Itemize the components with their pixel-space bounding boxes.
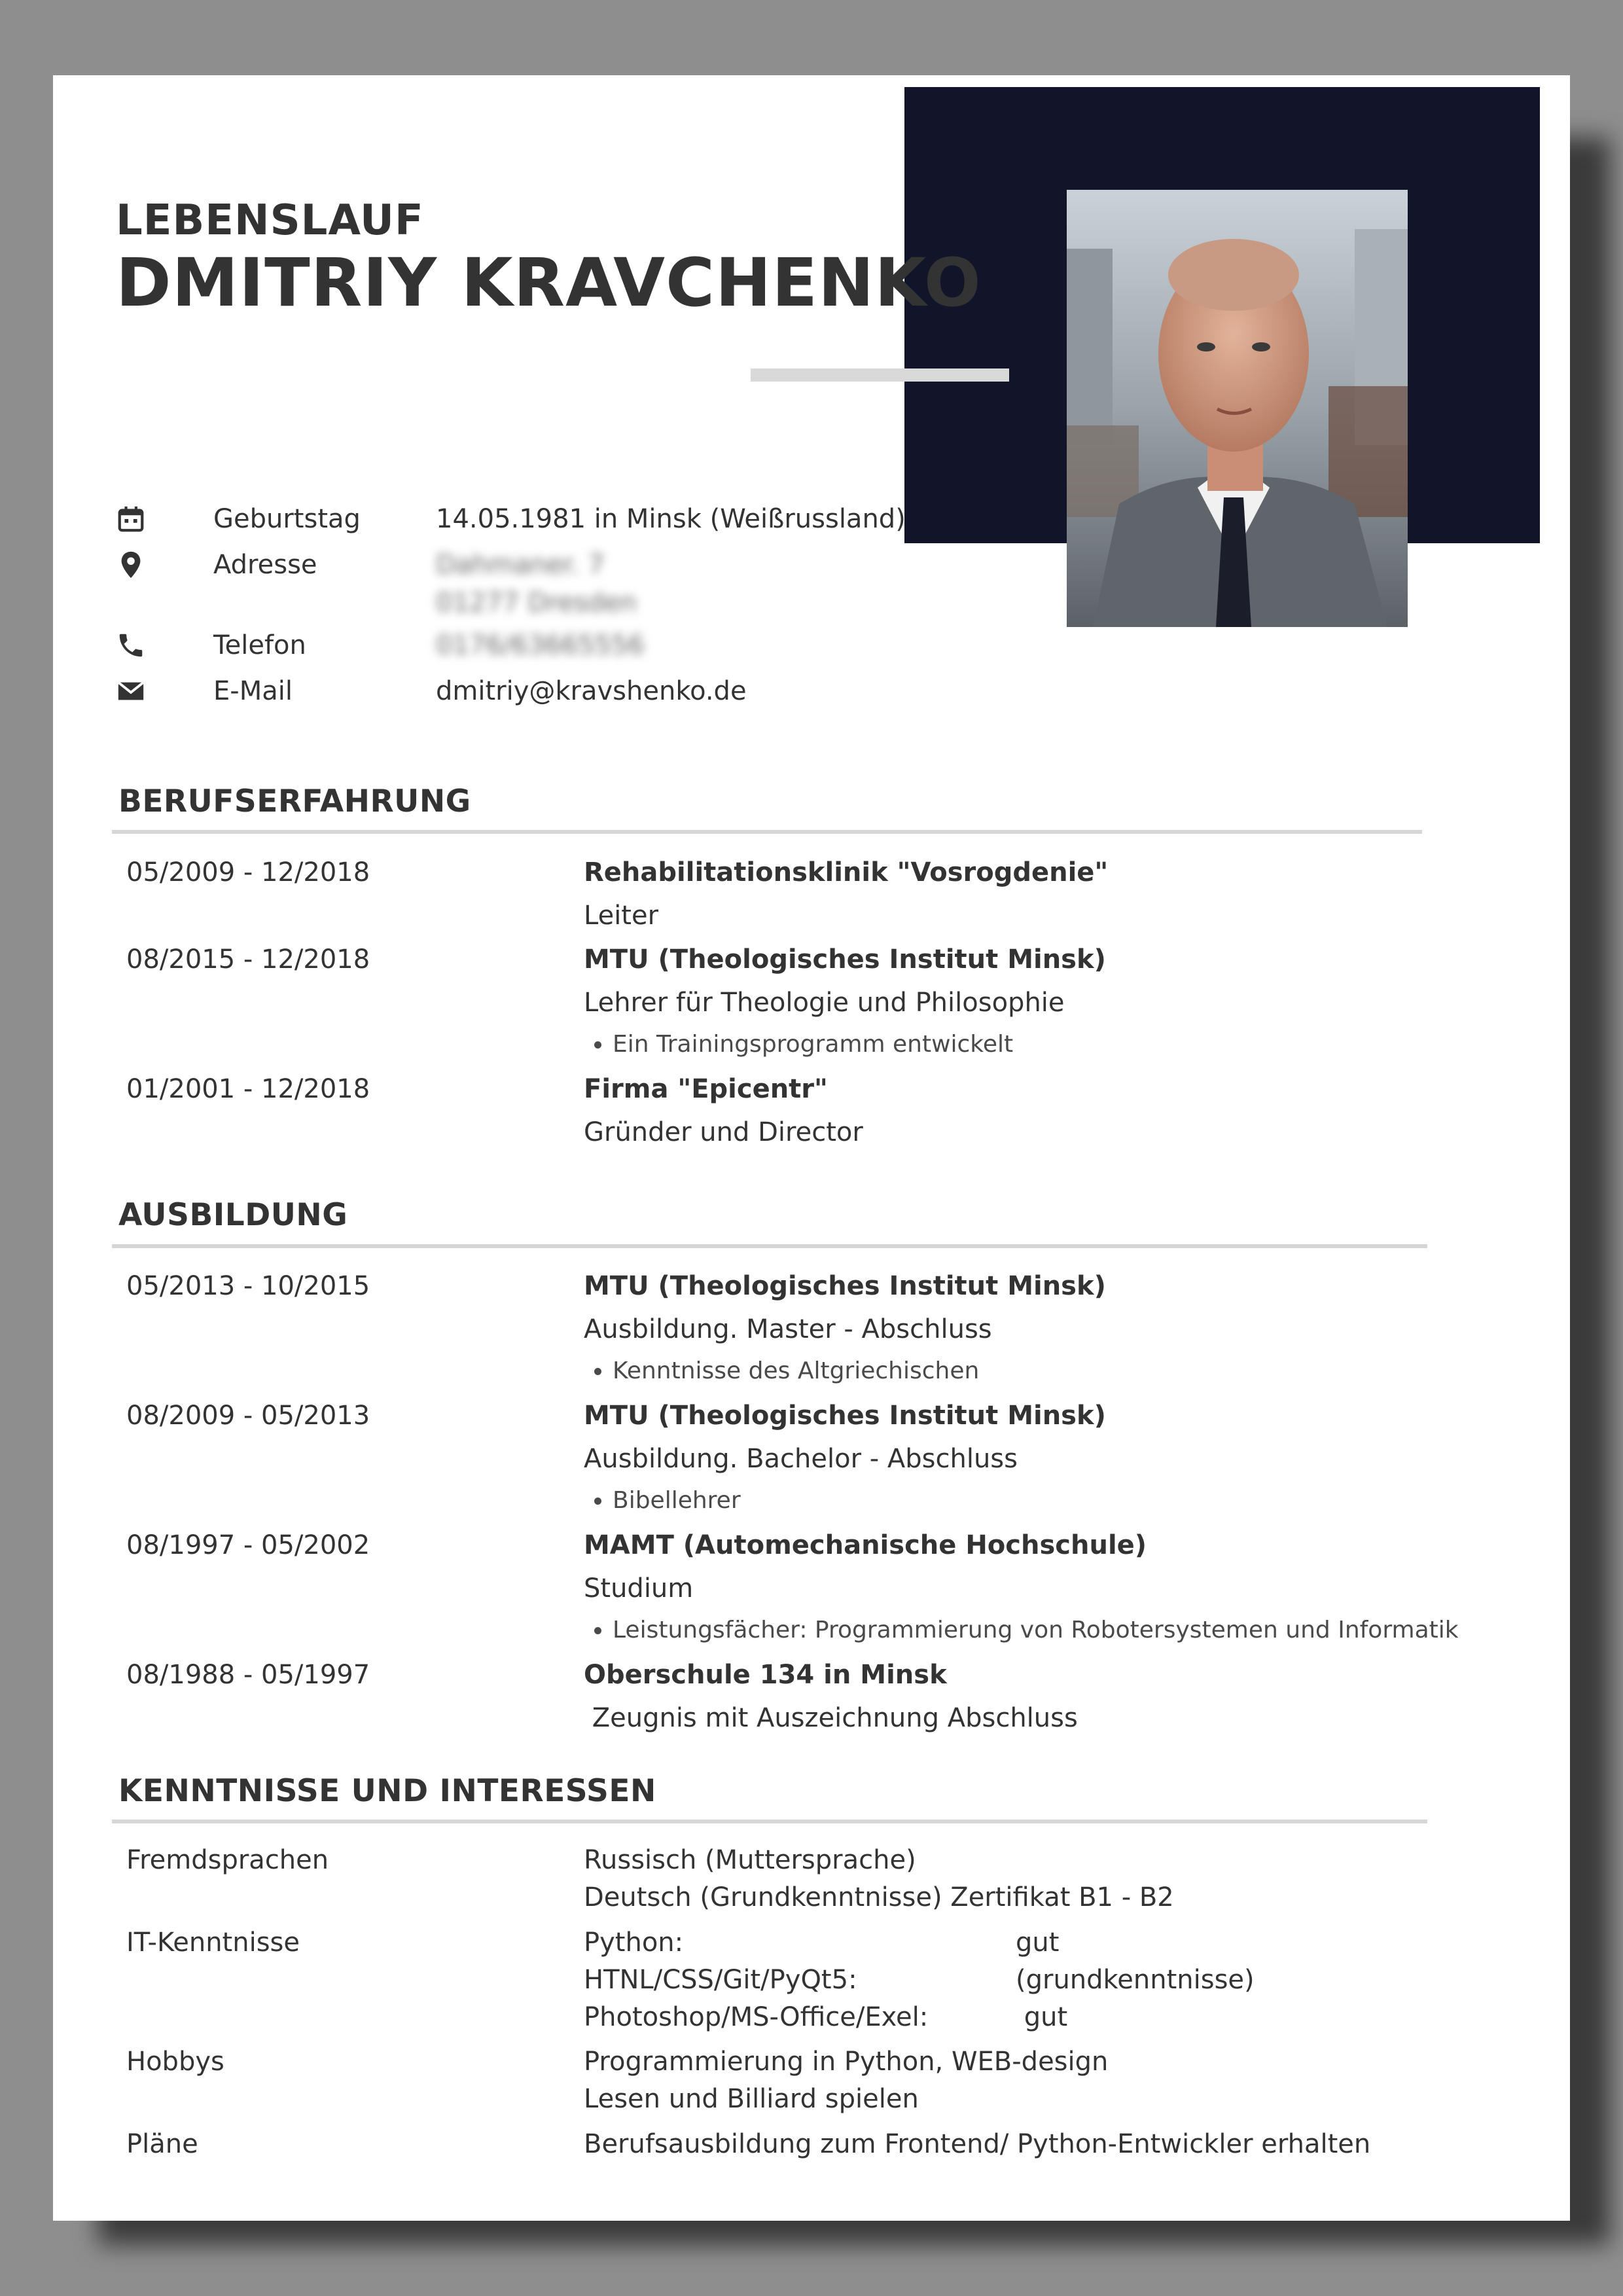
birthday-value: 14.05.1981 in Minsk (Weißrussland) xyxy=(436,504,906,534)
experience-entry-3 xyxy=(584,1074,863,1160)
document-label: LEBENSLAUF xyxy=(116,196,424,245)
experience-entry-1 xyxy=(584,857,1108,944)
experience-role-1: Leiter xyxy=(584,901,659,931)
plans-label: Pläne xyxy=(126,2129,198,2159)
experience-date-2: 08/2015 - 12/2018 xyxy=(126,944,370,975)
it-skill-tool: HTNL/CSS/Git/PyQt5: xyxy=(584,1965,857,1995)
education-entry-3 xyxy=(584,1530,1459,1656)
phone-value: 0176/63665556 xyxy=(436,630,645,660)
envelope-icon xyxy=(116,676,146,706)
hobby-line-1: Programmierung in Python, WEB-design xyxy=(584,2047,1109,2077)
education-role-3: Studium xyxy=(584,1573,694,1604)
person-name: DMITRIY KRAVCHENKO xyxy=(116,244,982,322)
plans-list xyxy=(584,2129,1370,2166)
hobbies-label: Hobbys xyxy=(126,2047,224,2077)
address-line-2: 01277 Dresden xyxy=(436,588,637,618)
calendar-icon xyxy=(116,504,146,534)
experience-section-rule xyxy=(112,830,1422,834)
experience-org-1: Rehabilitationsklinik "Vosrogdenie" xyxy=(584,857,1109,888)
education-role-2: Ausbildung. Bachelor - Abschluss xyxy=(584,1444,1018,1474)
education-date-1: 05/2013 - 10/2015 xyxy=(126,1271,370,1301)
birthday-label: Geburtstag xyxy=(213,504,361,534)
header-accent-line xyxy=(751,368,1009,382)
hobbies-list xyxy=(584,2047,1108,2121)
address-line-1: Dahmaner. 7 xyxy=(436,550,605,580)
education-org-1: MTU (Theologisches Institut Minsk) xyxy=(584,1271,1106,1301)
experience-date-3: 01/2001 - 12/2018 xyxy=(126,1074,370,1104)
profile-photo xyxy=(1067,190,1408,627)
email-value[interactable]: dmitriy@kravshenko.de xyxy=(436,676,747,706)
hobby-line-2: Lesen und Billiard spielen xyxy=(584,2084,919,2114)
education-date-2: 08/2009 - 05/2013 xyxy=(126,1401,370,1431)
it-skill-tool: Python: xyxy=(584,1928,684,1958)
experience-role-2: Lehrer für Theologie und Philosophie xyxy=(584,988,1065,1018)
skills-section-title: KENNTNISSE UND INTERESSEN xyxy=(118,1773,656,1809)
location-pin-icon xyxy=(116,550,146,580)
email-label: E-Mail xyxy=(213,676,293,706)
education-entry-2 xyxy=(584,1401,1106,1526)
education-date-4: 08/1988 - 05/1997 xyxy=(126,1660,370,1690)
it-skills-label: IT-Kenntnisse xyxy=(126,1928,300,1958)
education-date-3: 08/1997 - 05/2002 xyxy=(126,1530,370,1560)
education-bullet-2: • Bibellehrer xyxy=(613,1487,1106,1526)
skills-section-rule xyxy=(112,1820,1427,1823)
portrait-image xyxy=(1067,190,1408,627)
education-role-1: Ausbildung. Master - Abschluss xyxy=(584,1314,992,1344)
education-section-title: AUSBILDUNG xyxy=(118,1197,348,1233)
education-role-4: Zeugnis mit Auszeichnung Abschluss xyxy=(584,1703,1078,1733)
education-org-4: Oberschule 134 in Minsk xyxy=(584,1660,947,1690)
experience-org-2: MTU (Theologisches Institut Minsk) xyxy=(584,944,1106,975)
experience-date-1: 05/2009 - 12/2018 xyxy=(126,857,370,888)
address-label: Adresse xyxy=(213,550,317,580)
education-org-2: MTU (Theologisches Institut Minsk) xyxy=(584,1401,1106,1431)
it-skill-level: (grundkenntnisse) xyxy=(1016,1965,1255,1995)
phone-icon xyxy=(116,630,146,660)
experience-entry-2 xyxy=(584,944,1106,1070)
languages-label: Fremdsprachen xyxy=(126,1845,329,1875)
plan-line-1: Berufsausbildung zum Frontend/ Python-Entwickler erhalten xyxy=(584,2129,1371,2159)
experience-section-title: BERUFSERFAHRUNG xyxy=(118,783,471,819)
resume-page xyxy=(53,75,1570,2221)
languages-list xyxy=(584,1845,1174,1920)
education-org-3: MAMT (Automechanische Hochschule) xyxy=(584,1530,1147,1560)
experience-role-3: Gründer und Director xyxy=(584,1117,863,1147)
language-line-1: Russisch (Muttersprache) xyxy=(584,1845,916,1875)
education-entry-1 xyxy=(584,1271,1106,1397)
it-skill-tool: Photoshop/MS-Office/Exel: xyxy=(584,2002,929,2032)
experience-bullet-2: • Ein Trainingsprogramm entwickelt xyxy=(613,1031,1106,1070)
education-entry-4 xyxy=(584,1660,1078,1746)
language-line-2: Deutsch (Grundkenntnisse) Zertifikat B1 - B2 xyxy=(584,1882,1174,1912)
experience-org-3: Firma "Epicentr" xyxy=(584,1074,828,1104)
phone-label: Telefon xyxy=(213,630,306,660)
education-bullet-3: • Leistungsfächer: Programmierung von Robotersystemen und Informatik xyxy=(613,1617,1459,1656)
it-skill-level: gut xyxy=(1016,1928,1060,1958)
it-skill-level: gut xyxy=(1016,2002,1068,2032)
education-bullet-1: • Kenntnisse des Altgriechischen xyxy=(613,1357,1106,1397)
education-section-rule xyxy=(112,1244,1427,1248)
